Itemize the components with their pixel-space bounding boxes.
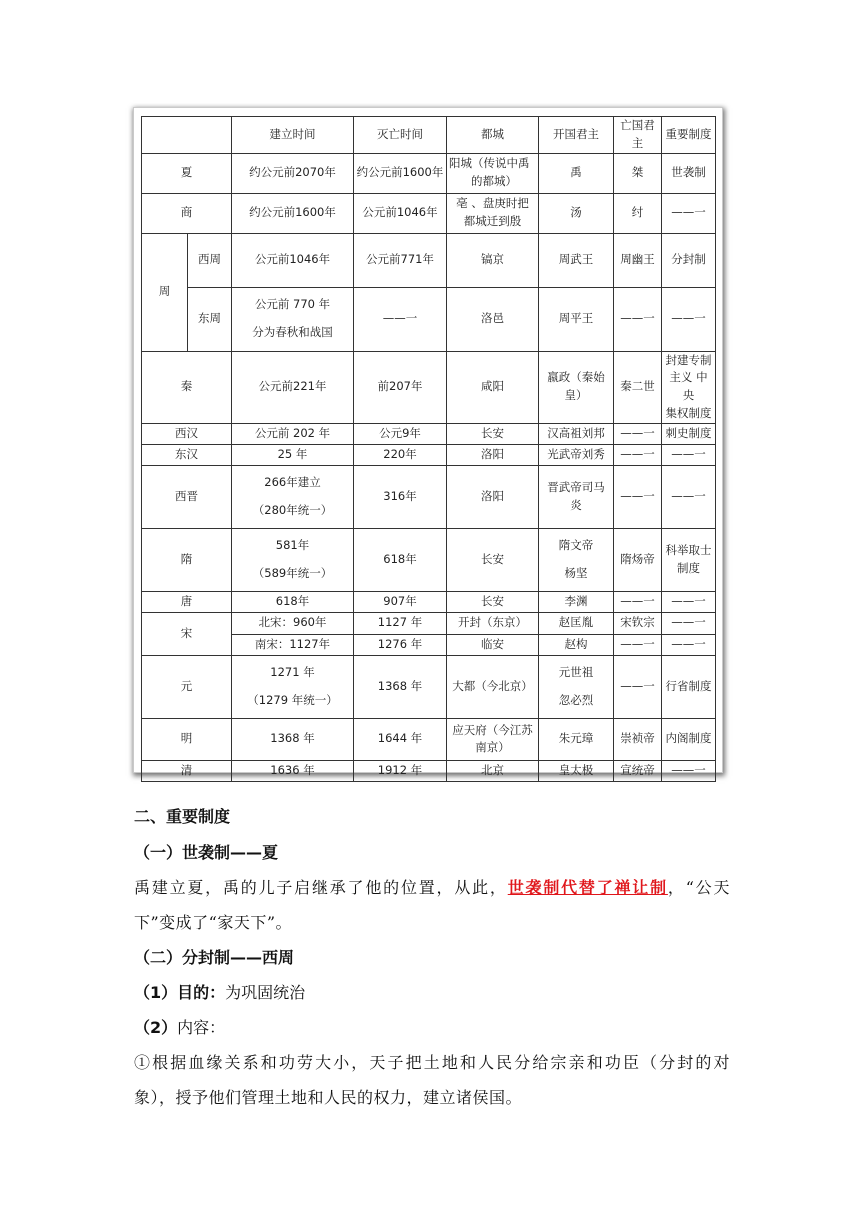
system: 刺史制度	[662, 423, 716, 444]
table-row	[142, 351, 716, 423]
end-time: 1127 年	[354, 612, 447, 634]
founder: 光武帝刘秀	[539, 444, 614, 465]
last-ruler: 崇祯帝	[614, 718, 662, 760]
paragraph-line: 下”变成了“家天下”。	[134, 913, 293, 932]
dynasty-table	[141, 116, 716, 782]
last-ruler: 宣统帝	[614, 760, 662, 781]
capital: 阳城（传说中禹 的都城）	[447, 153, 539, 193]
table-row	[142, 591, 716, 612]
table-row	[142, 193, 716, 233]
founder: 汉高祖刘邦	[539, 423, 614, 444]
founder: 周武王	[539, 233, 614, 287]
end-time: 公元前771年	[354, 233, 447, 287]
dynasty-name: 商	[142, 193, 232, 233]
paragraph-line: 象），授予他们管理土地和人民的权力，建立诸侯国。	[134, 1088, 523, 1107]
system: ——一	[662, 760, 716, 781]
system: ——一	[662, 612, 716, 634]
capital: 应天府（今江苏 南京）	[447, 718, 539, 760]
table-row	[142, 153, 716, 193]
system: ——一	[662, 193, 716, 233]
founder: 皇太极	[539, 760, 614, 781]
header-cell: 重要制度	[662, 117, 716, 154]
start-time: 约公元前1600年	[232, 193, 354, 233]
dynasty-name: 周	[142, 233, 188, 351]
header-cell: 亡国君主	[614, 117, 662, 154]
start-time: 南宋：1127年	[232, 634, 354, 655]
capital: 大都（今北京）	[447, 655, 539, 718]
table-row	[142, 287, 716, 351]
table-row	[142, 423, 716, 444]
founder: 赵匡胤	[539, 612, 614, 634]
last-ruler: ——一	[614, 423, 662, 444]
sub-dynasty-name: 西周	[188, 233, 232, 287]
last-ruler: 秦二世	[614, 351, 662, 423]
end-time: 1912 年	[354, 760, 447, 781]
founder: 隋文帝 杨坚	[539, 528, 614, 591]
dynasty-name: 明	[142, 718, 232, 760]
last-ruler: ——一	[614, 634, 662, 655]
highlighted-phrase: 世袭制代替了禅让制	[507, 878, 668, 897]
capital: 洛阳	[447, 444, 539, 465]
founder: 朱元璋	[539, 718, 614, 760]
dynasty-name: 秦	[142, 351, 232, 423]
start-time: 公元前1046年	[232, 233, 354, 287]
sub-dynasty-name: 东周	[188, 287, 232, 351]
dynasty-name: 夏	[142, 153, 232, 193]
start-time: 25 年	[232, 444, 354, 465]
capital: 长安	[447, 423, 539, 444]
capital: 临安	[447, 634, 539, 655]
table-row	[142, 233, 716, 287]
header-cell	[142, 117, 232, 154]
end-time: 316年	[354, 465, 447, 528]
last-ruler: ——一	[614, 287, 662, 351]
last-ruler: 隋炀帝	[614, 528, 662, 591]
founder: 晋武帝司马 炎	[539, 465, 614, 528]
system: ——一	[662, 465, 716, 528]
paragraph-line: ①根据血缘关系和功劳大小，天子把土地和人民分给宗亲和功臣（分封的对	[134, 1053, 730, 1072]
last-ruler: 纣	[614, 193, 662, 233]
end-time: 1644 年	[354, 718, 447, 760]
start-time: 266年建立 （280年统一）	[232, 465, 354, 528]
capital: 北京	[447, 760, 539, 781]
capital: 咸阳	[447, 351, 539, 423]
table-row	[142, 612, 716, 634]
end-time: 公元前1046年	[354, 193, 447, 233]
last-ruler: 宋钦宗	[614, 612, 662, 634]
last-ruler: ——一	[614, 655, 662, 718]
table-row	[142, 444, 716, 465]
header-cell: 灭亡时间	[354, 117, 447, 154]
table-header-row	[142, 117, 716, 154]
end-time: 618年	[354, 528, 447, 591]
last-ruler: ——一	[614, 591, 662, 612]
end-time: 1276 年	[354, 634, 447, 655]
end-time: ——一	[354, 287, 447, 351]
end-time: 公元9年	[354, 423, 447, 444]
start-time: 北宋：960年	[232, 612, 354, 634]
section-heading: 二、重要制度	[134, 807, 231, 826]
dynasty-name: 宋	[142, 612, 232, 655]
end-time: 前207年	[354, 351, 447, 423]
founder: 赵构	[539, 634, 614, 655]
system: 封建专制 主义 中央 集权制度	[662, 351, 716, 423]
system: 世袭制	[662, 153, 716, 193]
system: ——一	[662, 287, 716, 351]
header-cell: 都城	[447, 117, 539, 154]
dynasty-name: 隋	[142, 528, 232, 591]
founder: 嬴政（秦始 皇）	[539, 351, 614, 423]
table-row	[142, 528, 716, 591]
start-time: 公元前 202 年	[232, 423, 354, 444]
system: 行省制度	[662, 655, 716, 718]
founder: 禹	[539, 153, 614, 193]
dynasty-name: 东汉	[142, 444, 232, 465]
start-time: 公元前221年	[232, 351, 354, 423]
system: 内阁制度	[662, 718, 716, 760]
last-ruler: ——一	[614, 444, 662, 465]
content-item: （2）内容：	[134, 1018, 226, 1037]
start-time: 1271 年 （1279 年统一）	[232, 655, 354, 718]
system: ——一	[662, 591, 716, 612]
dynasty-name: 清	[142, 760, 232, 781]
last-ruler: 桀	[614, 153, 662, 193]
system: ——一	[662, 634, 716, 655]
subsection-heading-hereditary: （一）世袭制——夏	[134, 843, 279, 862]
last-ruler: ——一	[614, 465, 662, 528]
end-time: 约公元前1600年	[354, 153, 447, 193]
start-time: 618年	[232, 591, 354, 612]
capital: 镐京	[447, 233, 539, 287]
system: ——一	[662, 444, 716, 465]
start-time: 1368 年	[232, 718, 354, 760]
start-time: 1636 年	[232, 760, 354, 781]
capital: 长安	[447, 528, 539, 591]
capital: 长安	[447, 591, 539, 612]
start-time: 约公元前2070年	[232, 153, 354, 193]
header-cell: 开国君主	[539, 117, 614, 154]
founder: 元世祖 忽必烈	[539, 655, 614, 718]
capital: 开封（东京）	[447, 612, 539, 634]
table-row	[142, 655, 716, 718]
founder: 李渊	[539, 591, 614, 612]
end-time: 1368 年	[354, 655, 447, 718]
table-row	[142, 760, 716, 781]
founder: 汤	[539, 193, 614, 233]
purpose-item: （1）目的：为巩固统治	[134, 983, 306, 1002]
dynasty-name: 西晋	[142, 465, 232, 528]
start-time: 581年 （589年统一）	[232, 528, 354, 591]
dynasty-name: 元	[142, 655, 232, 718]
dynasty-name: 西汉	[142, 423, 232, 444]
header-cell: 建立时间	[232, 117, 354, 154]
subsection-heading-feudal: （二）分封制——西周	[134, 948, 295, 967]
founder: 周平王	[539, 287, 614, 351]
capital: 洛邑	[447, 287, 539, 351]
table-row	[142, 718, 716, 760]
start-time: 公元前 770 年 分为春秋和战国	[232, 287, 354, 351]
system: 科举取士 制度	[662, 528, 716, 591]
system: 分封制	[662, 233, 716, 287]
dynasty-table-image	[134, 108, 722, 777]
capital: 洛阳	[447, 465, 539, 528]
dynasty-name: 唐	[142, 591, 232, 612]
capital: 亳 、盘庚时把 都城迁到殷	[447, 193, 539, 233]
table-row	[142, 465, 716, 528]
end-time: 220年	[354, 444, 447, 465]
paragraph-line: 禹建立夏，禹的儿子启继承了他的位置，从此，世袭制代替了禅让制，“公天	[134, 878, 730, 897]
last-ruler: 周幽王	[614, 233, 662, 287]
end-time: 907年	[354, 591, 447, 612]
